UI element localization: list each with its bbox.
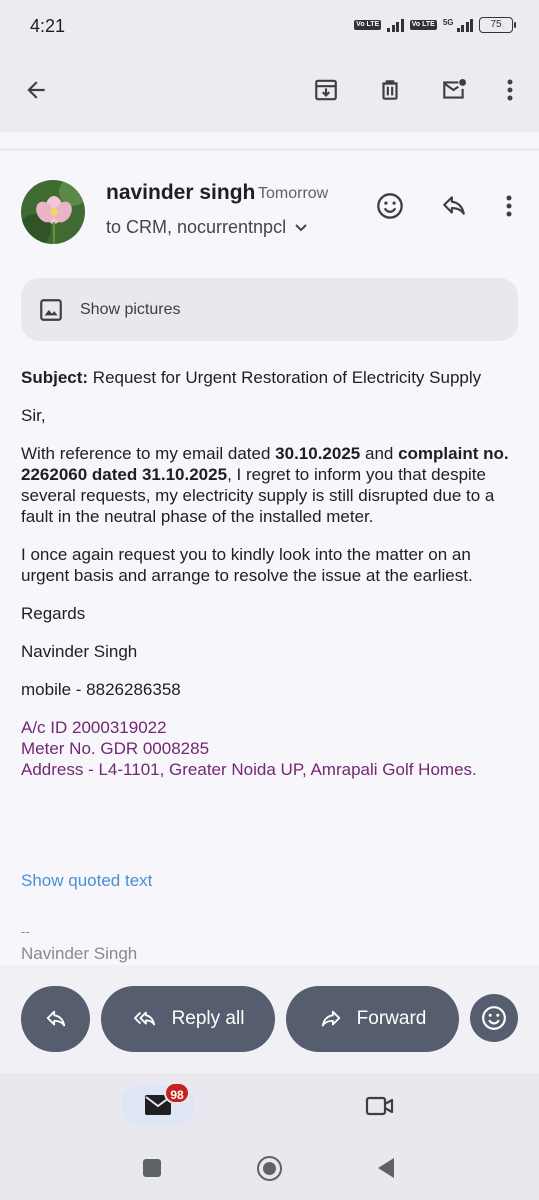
account-info: [21, 717, 521, 780]
avatar[interactable]: [21, 180, 85, 244]
p1-complaint: complaint no. 2262060 dated 31.10.2025: [21, 444, 509, 484]
subject-line: [21, 367, 521, 388]
p1-rest: , I regret to inform you that despite several requests, my electricity supply is still disrupted due to a fault in the neutral phase of the installed meter.: [21, 465, 495, 526]
image-icon: [38, 297, 64, 323]
signature-separator: --: [21, 924, 30, 939]
back-button[interactable]: [376, 1157, 396, 1179]
meter-no: Meter No. GDR 0008285: [21, 739, 210, 758]
battery-icon: 75: [479, 17, 513, 33]
paragraph-2: I once again request you to kindly look into the matter on an urgent basis and arrange to resolve the issue at the earliest.: [21, 545, 473, 585]
subject-text: Request for Urgent Restoration of Electricity Supply: [88, 368, 482, 387]
reply-all-label: Reply all: [171, 1008, 245, 1029]
forward-label: Forward: [356, 1008, 427, 1029]
home-dot: [263, 1162, 276, 1175]
recipients-toggle[interactable]: [106, 217, 308, 238]
emoji-icon: [481, 1005, 507, 1031]
recents-button[interactable]: [143, 1159, 161, 1177]
archive-icon[interactable]: [308, 72, 344, 108]
mail-badge: 98: [164, 1082, 190, 1104]
show-pictures-label: Show pictures: [80, 300, 181, 318]
chevron-down-icon: [294, 223, 308, 233]
signer-name: Navinder Singh: [21, 642, 138, 661]
network-type: 5G: [442, 17, 454, 27]
home-button[interactable]: [257, 1156, 282, 1181]
reply-icon: [44, 1008, 68, 1030]
delete-icon[interactable]: [372, 72, 408, 108]
reply-all-icon: [132, 1008, 158, 1030]
regards: Regards: [21, 604, 86, 623]
paragraph-1: [21, 443, 521, 527]
signal-icon-2: [457, 18, 474, 32]
divider: [0, 148, 539, 151]
volte-icon: Vo LTE: [356, 21, 380, 28]
email-body: [21, 367, 521, 780]
status-time: 4:21: [30, 16, 66, 36]
p1-text: With reference to my email dated: [21, 444, 276, 463]
reply-icon[interactable]: [437, 189, 471, 223]
greeting: Sir,: [21, 406, 46, 425]
more-vert-icon[interactable]: [492, 72, 528, 108]
mark-unread-icon[interactable]: [436, 72, 472, 108]
account-id: A/c ID 2000319022: [21, 718, 167, 737]
mobile: mobile - 8826286358: [21, 680, 181, 699]
bottom-nav: [0, 1073, 539, 1200]
status-icons: [354, 17, 513, 33]
sender-name: navinder singh: [106, 181, 256, 204]
video-camera-icon: [365, 1095, 395, 1117]
signature-name: Navinder Singh: [21, 944, 138, 963]
volte-icon-2: Vo LTE: [411, 21, 435, 28]
subject-label: Subject:: [21, 368, 89, 387]
forward-button[interactable]: [286, 986, 459, 1052]
action-bar: [0, 965, 539, 1073]
p1-date: 30.10.2025: [275, 444, 361, 463]
p1-and: and: [360, 444, 399, 463]
show-pictures-button[interactable]: [21, 278, 518, 341]
add-reaction-icon[interactable]: [373, 189, 407, 223]
recipients-label: to CRM, nocurrentnpcl: [106, 217, 287, 237]
sent-time: Tomorrow: [258, 185, 329, 202]
reply-all-button[interactable]: [101, 986, 275, 1052]
app-bar: [0, 52, 539, 132]
back-arrow-icon[interactable]: [18, 72, 54, 108]
status-bar: [0, 0, 539, 52]
more-vert-icon[interactable]: [492, 189, 526, 223]
address: Address - L4-1101, Greater Noida UP, Amrapali Golf Homes.: [21, 760, 477, 779]
forward-icon: [319, 1008, 343, 1030]
add-reaction-button[interactable]: [470, 994, 518, 1042]
show-quoted-text-link[interactable]: Show quoted text: [21, 871, 153, 890]
reply-button[interactable]: [21, 986, 90, 1052]
meet-tab[interactable]: [362, 1091, 398, 1121]
signal-icon: [387, 18, 404, 32]
